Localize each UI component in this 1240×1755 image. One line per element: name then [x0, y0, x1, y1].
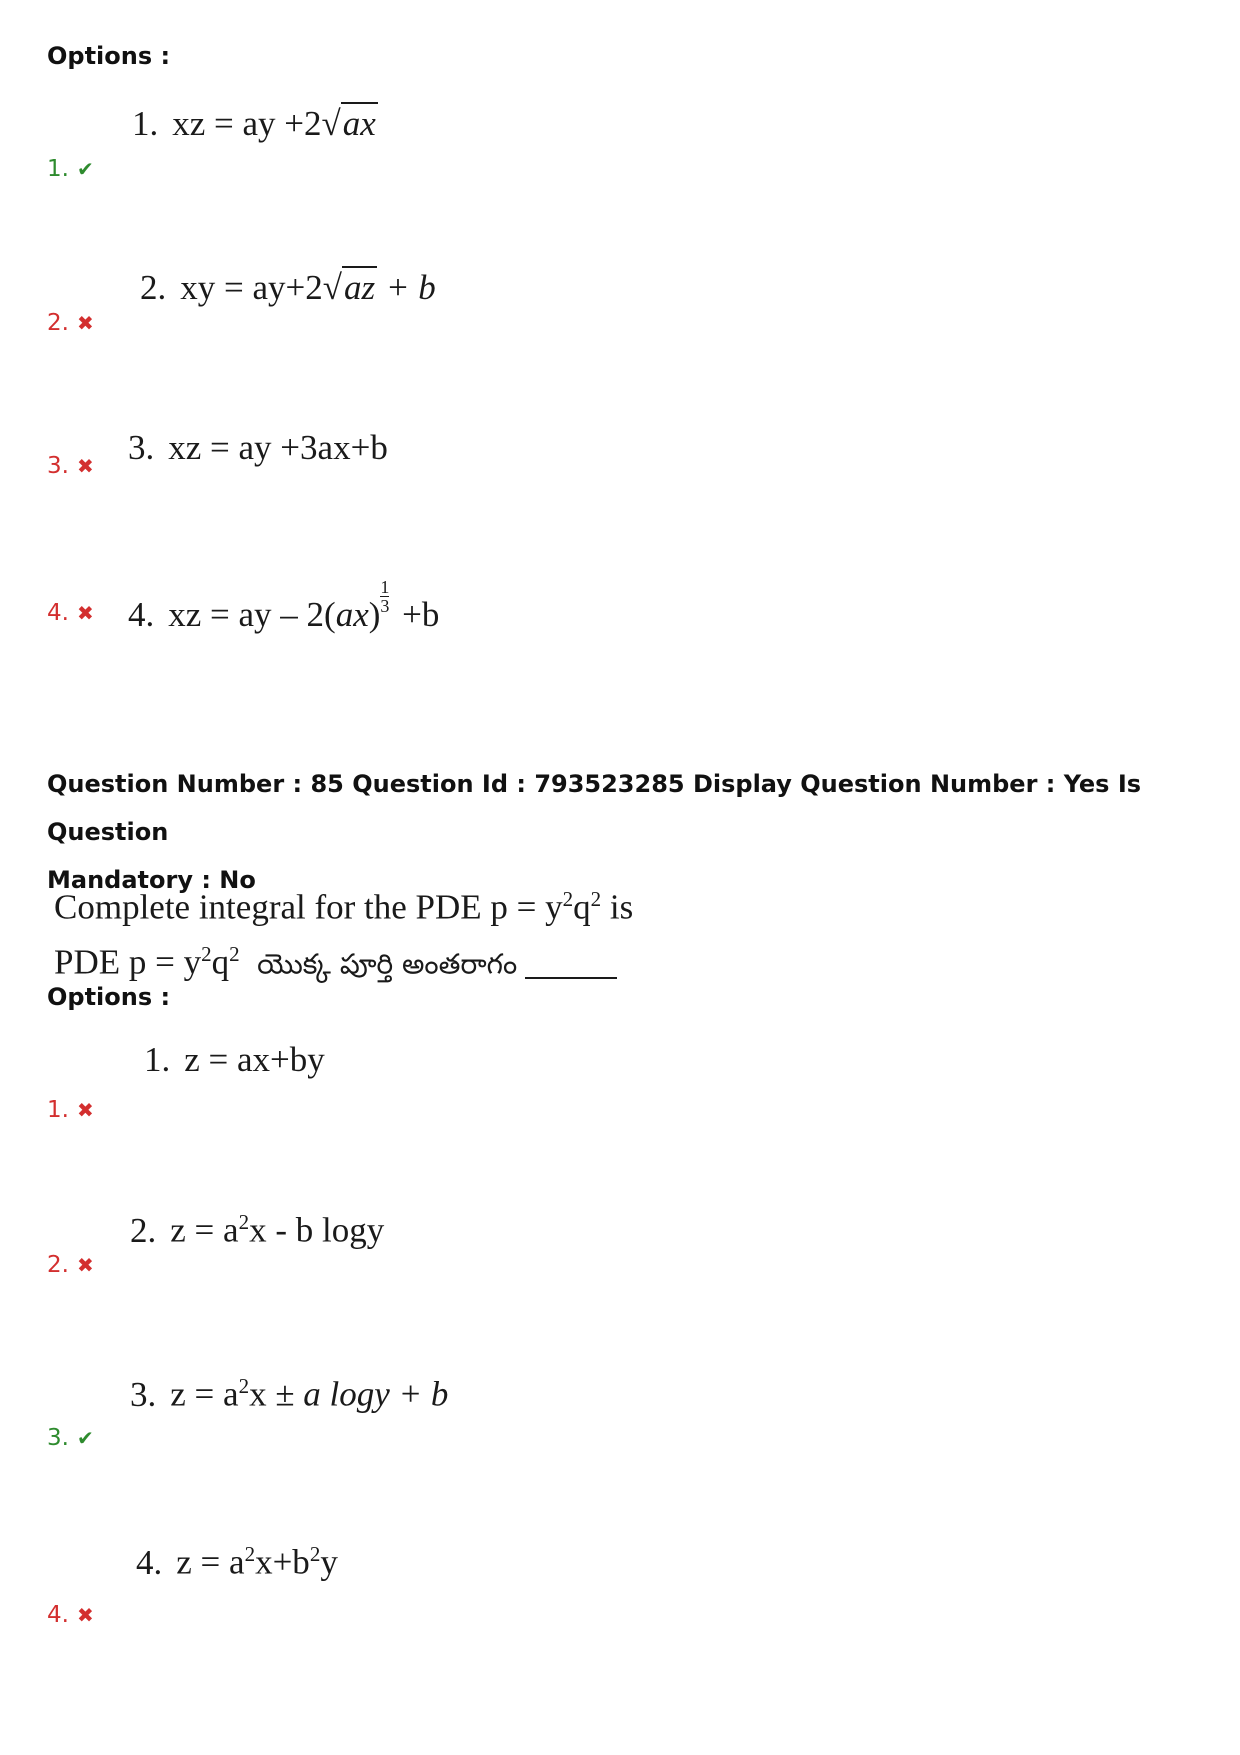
- cross-icon: ✖: [76, 1253, 94, 1277]
- check-icon: ✔: [76, 157, 94, 181]
- question-meta: Question Number : 85 Question Id : 793523285 Display Question Number : Yes Is Question Mandatory : No: [47, 770, 1142, 894]
- question-stem: [54, 876, 633, 987]
- options-heading: Options :: [47, 983, 171, 1011]
- option-formula-2: 2. xy = ay+2√az + b: [140, 268, 436, 307]
- option-number-3: 3. ✔: [47, 1425, 94, 1451]
- cross-icon: ✖: [76, 1098, 94, 1122]
- fraction-exponent: $\frac{1}{3}$: [380, 577, 390, 616]
- option-formula-1: 1. z = ax+by: [144, 1040, 325, 1079]
- square-root: √ax: [321, 104, 376, 143]
- option-formula-4: 4. xz = ay – 2(ax) $\frac{1}{3}$ +b: [128, 577, 440, 634]
- option-formula-1: 1. xz = ay +2√ax: [132, 104, 376, 143]
- option-number-2: 2. ✖: [47, 310, 94, 336]
- cross-icon: ✖: [76, 311, 94, 335]
- options-heading: Options :: [47, 42, 171, 70]
- answer-blank: [525, 977, 617, 979]
- option-number-4: 4. ✖: [47, 600, 94, 626]
- option-number-4: 4. ✖: [47, 1602, 94, 1628]
- option-formula-3: 3. $z = a^2x \pm a$ logy + b: [130, 1374, 449, 1414]
- option-number-1: 1. ✔: [47, 156, 94, 182]
- square-root: √az: [322, 268, 376, 307]
- option-number-2: 2. ✖: [47, 1252, 94, 1278]
- option-formula-3: 3. xz = ay +3ax+b: [128, 428, 388, 467]
- cross-icon: ✖: [76, 454, 94, 478]
- cross-icon: ✖: [76, 1603, 94, 1627]
- check-icon: ✔: [76, 1426, 94, 1450]
- option-formula-4: 4. $z = a^2x+b^2y$: [136, 1542, 338, 1582]
- stem-line-telugu: PDE $p = y^2q^2$ యొక్క పూర్తి అంతరాగం: [54, 931, 633, 988]
- cross-icon: ✖: [76, 601, 94, 625]
- option-number-3: 3. ✖: [47, 453, 94, 479]
- option-number-1: 1. ✖: [47, 1097, 94, 1123]
- option-formula-2: 2. $z = a^2x - b$ logy: [130, 1210, 385, 1250]
- stem-line-english: Complete integral for the PDE $p = y^2q^2$ is: [54, 887, 634, 927]
